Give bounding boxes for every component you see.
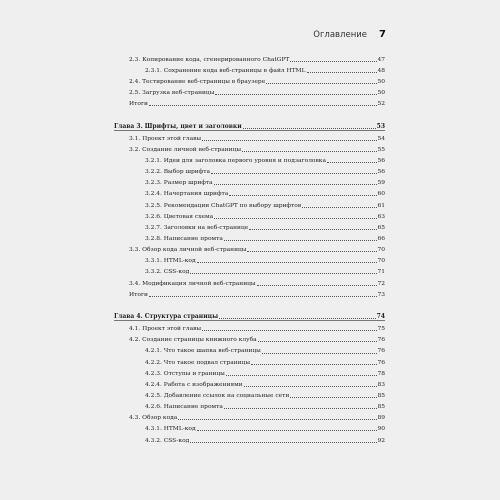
toc-entry[interactable]: [114, 411, 385, 422]
dot-leader: [219, 318, 376, 319]
toc-entry[interactable]: [114, 52, 385, 63]
toc-entry-page: 60: [377, 191, 385, 198]
dot-leader: [266, 83, 376, 84]
toc-entry-page: 76: [377, 359, 385, 366]
dot-leader: [257, 285, 377, 286]
dot-leader: [224, 408, 377, 409]
toc-entry-title: 3.3.1. HTML-код: [145, 258, 196, 265]
toc-entry[interactable]: [114, 366, 385, 377]
toc-entry-page: 65: [377, 224, 385, 231]
toc-entry[interactable]: [114, 377, 385, 388]
toc-entry-title: 4.2.3. Отступы и границы: [145, 370, 225, 377]
toc-entry-title: 2.4. Тестирование веб-страницы в браузере: [129, 78, 266, 85]
running-head: [313, 29, 386, 40]
dot-leader: [243, 128, 376, 129]
toc-entry[interactable]: [114, 176, 385, 187]
toc-chapter-entry[interactable]: [114, 119, 385, 130]
toc-entry[interactable]: [114, 265, 385, 276]
dot-leader: [327, 162, 377, 163]
dot-leader: [149, 105, 377, 106]
toc-entry-page: 89: [377, 415, 385, 422]
toc-entry-title: 3.2.7. Заголовки на веб-странице: [145, 224, 249, 231]
toc-entry-title: 3.2.8. Написание промта: [145, 235, 223, 242]
toc-entry-title: 3.3. Обзор кода личной веб-страницы: [129, 247, 247, 254]
toc-entry[interactable]: [114, 388, 385, 399]
toc-entry-title: 4.2. Создание страницы книжного клуба: [129, 337, 257, 344]
dot-leader: [211, 173, 376, 174]
toc-block: [114, 52, 385, 108]
toc-entry-page: 48: [377, 67, 385, 74]
toc-entry-page: 50: [377, 78, 385, 85]
toc-entry-page: 70: [377, 258, 385, 265]
toc-entry[interactable]: [114, 220, 385, 231]
toc-entry[interactable]: [114, 209, 385, 220]
toc-entry-page: 59: [377, 180, 385, 187]
dot-leader: [249, 229, 376, 230]
dot-leader: [214, 184, 377, 185]
toc-entry[interactable]: [114, 344, 385, 355]
toc-entry[interactable]: [114, 63, 385, 74]
dot-leader: [244, 386, 377, 387]
toc-entry-page: 83: [377, 381, 385, 388]
toc-entry-page: 74: [376, 312, 385, 320]
toc-entry-page: 90: [377, 426, 385, 433]
toc-entry-title: Итоги: [129, 101, 148, 108]
toc-entry-page: 78: [377, 370, 385, 377]
toc-entry[interactable]: [114, 242, 385, 253]
toc-entry-title: 3.2.6. Цветовая схема: [145, 213, 214, 220]
dot-leader: [224, 240, 377, 241]
toc-entry[interactable]: [114, 85, 385, 96]
toc-gap: [114, 298, 385, 309]
toc-entry[interactable]: [114, 355, 385, 366]
toc-entry-title: 3.2.3. Размер шрифта: [145, 180, 213, 187]
toc-entry[interactable]: [114, 433, 385, 444]
toc-entry-page: 85: [377, 404, 385, 411]
toc-entry-page: 71: [377, 269, 385, 276]
toc-entry-title: 4.3.2. CSS-код: [145, 437, 190, 444]
dot-leader: [226, 375, 377, 376]
toc-entry-page: 55: [377, 146, 385, 153]
toc-entry-page: 56: [377, 169, 385, 176]
toc-chapter-entry[interactable]: [114, 309, 385, 320]
toc-entry[interactable]: [114, 254, 385, 265]
toc-entry-title: 2.3.1. Сохранение кода веб-страницы в файл HTML: [145, 67, 306, 74]
toc-entry[interactable]: [114, 399, 385, 410]
page-number: 7: [379, 29, 386, 40]
toc-entry-title: 4.1. Проект этой главы: [129, 326, 202, 333]
toc-entry-title: 4.2.4. Работа с изображениями: [145, 381, 243, 388]
dot-leader: [197, 262, 377, 263]
toc-entry-page: 47: [377, 56, 385, 63]
toc-entry-title: 4.2.1. Что такое шапка веб-страницы: [145, 348, 261, 355]
dot-leader: [251, 364, 376, 365]
toc-entry[interactable]: [114, 97, 385, 108]
toc-entry-page: 63: [377, 213, 385, 220]
toc-entry[interactable]: [114, 422, 385, 433]
dot-leader: [178, 419, 376, 420]
dot-leader: [229, 195, 376, 196]
toc-entry[interactable]: [114, 130, 385, 142]
dot-leader: [202, 140, 376, 141]
toc-entry-title: 4.3. Обзор кода: [129, 415, 178, 422]
dot-leader: [202, 330, 376, 331]
dot-leader: [190, 442, 376, 443]
dot-leader: [302, 207, 376, 208]
toc-entry-title: 3.2.5. Рекомендации ChatGPT по выбору шрифтов: [145, 202, 302, 209]
toc-entry-page: 75: [377, 326, 385, 333]
toc-entry[interactable]: [114, 231, 385, 242]
toc-entry-page: 54: [377, 135, 385, 142]
dot-leader: [214, 218, 376, 219]
toc-entry-title: 3.1. Проект этой главы: [129, 135, 202, 142]
toc-entry[interactable]: [114, 333, 385, 344]
toc-entry[interactable]: [114, 164, 385, 175]
toc-gap: [114, 108, 385, 119]
toc-entry[interactable]: [114, 276, 385, 287]
table-of-contents: [114, 52, 385, 444]
dot-leader: [215, 94, 376, 95]
running-title: Оглавление: [313, 30, 368, 40]
dot-leader: [290, 61, 376, 62]
dot-leader: [290, 397, 376, 398]
toc-entry-page: 92: [377, 437, 385, 444]
toc-entry[interactable]: [114, 153, 385, 164]
toc-entry-page: 53: [376, 122, 385, 130]
toc-entry[interactable]: [114, 187, 385, 198]
toc-entry[interactable]: [114, 320, 385, 332]
toc-entry-title: 3.4. Модификация личной веб-страницы: [129, 280, 256, 287]
toc-entry[interactable]: [114, 198, 385, 209]
toc-entry-page: 76: [377, 337, 385, 344]
toc-entry-title: 3.2.1. Идеи для заголовка первого уровня и подзаголовка: [145, 157, 326, 164]
toc-entry-title: 3.2.4. Начертания шрифта: [145, 191, 229, 198]
toc-entry-title: Глава 3. Шрифты, цвет и заголовки: [114, 122, 242, 130]
toc-entry-page: 70: [377, 247, 385, 254]
dot-leader: [149, 296, 377, 297]
toc-entry-title: 2.3. Копирование кода, сгенерированного ChatGPT: [129, 56, 290, 63]
toc-entry-page: 76: [377, 348, 385, 355]
toc-entry-page: 56: [377, 157, 385, 164]
toc-entry-page: 73: [377, 291, 385, 298]
toc-block: [114, 119, 385, 298]
toc-entry-page: 66: [377, 235, 385, 242]
toc-entry-title: 3.3.2. CSS-код: [145, 269, 190, 276]
toc-entry-title: 3.2. Создание личной веб-страницы: [129, 146, 242, 153]
toc-entry-title: Глава 4. Структура страницы: [114, 312, 219, 320]
toc-entry-title: 3.2.2. Выбор шрифта: [145, 169, 211, 176]
toc-entry-page: 85: [377, 392, 385, 399]
toc-entry[interactable]: [114, 74, 385, 85]
toc-entry-page: 72: [377, 280, 385, 287]
toc-entry-title: 4.2.2. Что такое подвал страницы: [145, 359, 251, 366]
toc-entry-page: 52: [377, 101, 385, 108]
toc-entry-title: Итоги: [129, 291, 148, 298]
dot-leader: [307, 72, 377, 73]
toc-entry-title: 4.3.1. HTML-код: [145, 426, 196, 433]
dot-leader: [247, 251, 376, 252]
toc-entry-page: 61: [377, 202, 385, 209]
toc-entry-title: 4.2.5. Добавление ссылок на социальные сети: [145, 392, 290, 399]
toc-entry-title: 4.2.6. Написание промта: [145, 404, 223, 411]
dot-leader: [190, 273, 376, 274]
dot-leader: [242, 151, 376, 152]
toc-entry[interactable]: [114, 287, 385, 298]
dot-leader: [197, 430, 377, 431]
dot-leader: [262, 353, 377, 354]
dot-leader: [258, 341, 377, 342]
toc-entry-page: 50: [377, 90, 385, 97]
toc-block: [114, 309, 385, 444]
toc-entry[interactable]: [114, 142, 385, 153]
toc-entry-title: 2.5. Загрузка веб-страницы: [129, 90, 215, 97]
